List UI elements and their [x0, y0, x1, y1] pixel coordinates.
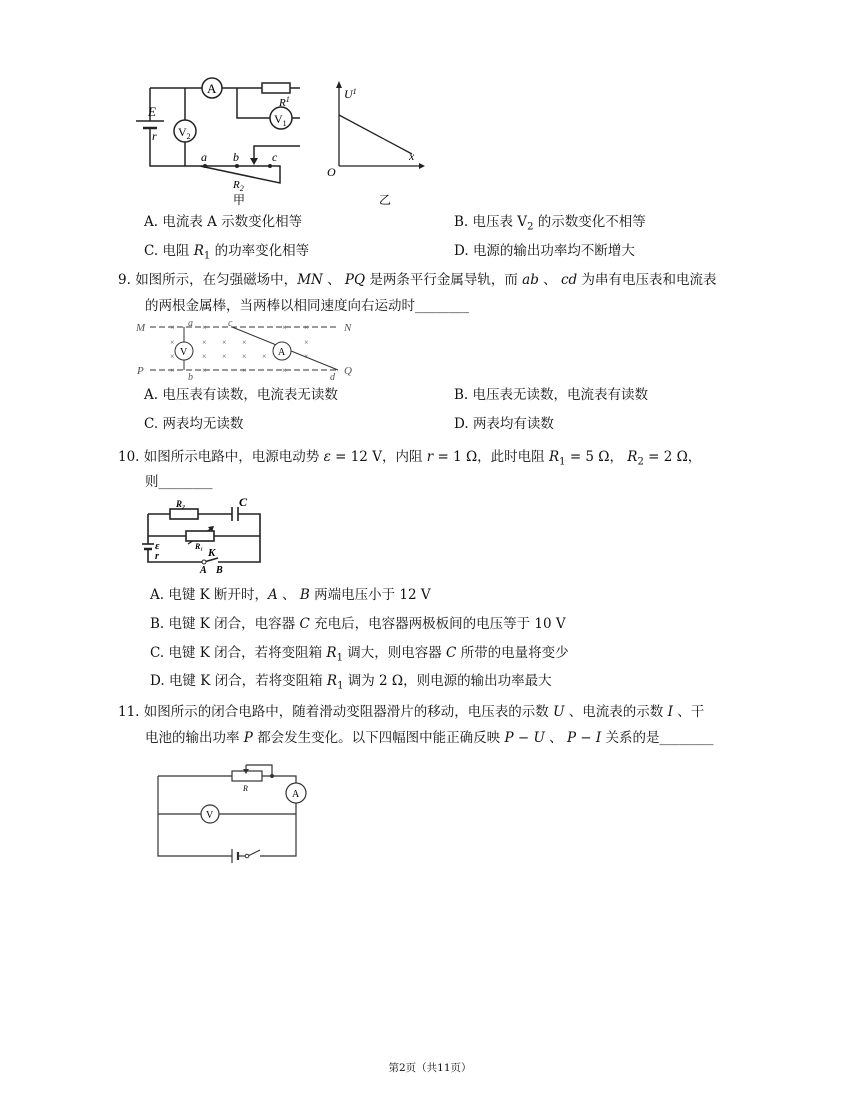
q8-jia-ammeter-label: A	[207, 81, 217, 96]
q8-figure-jia	[130, 76, 300, 210]
q11-figure	[150, 756, 310, 864]
q9-stem-line1: 9. 如图所示，在匀强磁场中，MN 、 PQ 是两条平行金属导轨，而 ab 、 cd 为串有电压表和电流表	[118, 272, 717, 288]
q9-ammeter-label: A	[278, 347, 286, 358]
q8-option-a: A. 电流表 A 示数变化相等	[144, 214, 303, 230]
svg-text:×: ×	[242, 338, 247, 347]
q11-stem-line1: 11. 如图所示的闭合电路中，随着滑动变阻器滑片的移动，电压表的示数 U 、电流表的示数 I 、干	[118, 704, 705, 720]
q9-option-d: D. 两表均有读数	[454, 416, 554, 432]
svg-text:×: ×	[202, 338, 207, 347]
q8-yi-caption: 乙	[379, 193, 392, 207]
svg-text:×: ×	[170, 366, 175, 375]
q8-jia-emf-label: E	[148, 104, 156, 119]
q9-c-label: c	[228, 318, 233, 329]
svg-text:×: ×	[202, 323, 207, 332]
q8-jia-r2-label: $R_2$	[233, 179, 244, 193]
q11-voltmeter-label: V	[206, 810, 214, 821]
svg-text:×: ×	[222, 338, 227, 347]
q8-jia-caption: 甲	[233, 193, 246, 207]
svg-text:×: ×	[242, 352, 247, 361]
q10-stem-line1: 10. 如图所示电路中，电源电动势 ε = 12 V，内阻 r = 1 Ω，此时电阻 $R_1 = 5$ Ω， $R_2 = 2$ Ω，	[118, 449, 702, 468]
q9-q-label: Q	[344, 365, 352, 377]
svg-text:×: ×	[304, 323, 309, 332]
q10-option-b: B. 电键 K 闭合，电容器 C 充电后，电容器两极板间的电压等于 10 V	[150, 616, 566, 632]
q8-yi-y-label: $U^1$	[344, 87, 357, 101]
q8-yi-x-label: x	[409, 149, 415, 163]
q9-b-label: b	[188, 372, 193, 382]
svg-text:×: ×	[282, 366, 287, 375]
svg-text:×: ×	[170, 338, 175, 347]
q10-a-label: A	[200, 565, 207, 576]
page-footer: 第2页（共11页）	[388, 1062, 472, 1074]
q9-m-label: M	[136, 322, 146, 334]
q9-p-label: P	[137, 365, 144, 377]
q8-option-b: B. 电压表 $V_2$ 的示数变化不相等	[454, 214, 646, 233]
q8-option-c: C. 电阻 $R_1$ 的功率变化相等	[144, 243, 310, 262]
svg-text:×: ×	[222, 352, 227, 361]
q9-n-label: N	[344, 322, 352, 334]
q8-yi-origin-label: O	[327, 165, 336, 179]
q10-eps-label: ε	[155, 540, 160, 552]
q10-r1-label: R₁	[195, 542, 204, 551]
q10-option-a: A. 电键 K 断开时，A 、 B 两端电压小于 12 V	[150, 587, 431, 603]
q9-voltmeter-label: V	[180, 347, 188, 358]
q9-stem-line2: 的两根金属棒，当两棒以相同速度向右运动时________	[145, 298, 469, 314]
svg-text:×: ×	[282, 323, 287, 332]
svg-text:×: ×	[202, 352, 207, 361]
svg-text:×: ×	[304, 352, 309, 361]
q11-stem-line2: 电池的输出功率 P 都会发生变化。以下四幅图中能正确反映 P − U 、 P − I 关系的是________	[145, 730, 714, 746]
svg-text:×: ×	[170, 323, 175, 332]
q10-k-label: K	[208, 547, 216, 559]
q9-a-label: a	[188, 318, 193, 329]
q8-jia-v2-label: $V_2$	[178, 125, 191, 141]
q8-jia-c-label: c	[272, 150, 278, 164]
q10-c-label: C	[239, 496, 248, 509]
q9-option-a: A. 电压表有读数，电流表无读数	[144, 387, 338, 403]
q11-r-label: R	[243, 784, 248, 793]
q9-option-b: B. 电压表无读数，电流表有读数	[454, 387, 649, 403]
q8-jia-b-label: b	[233, 150, 239, 164]
q8-jia-r-label: r	[152, 129, 157, 143]
q8-option-d: D. 电源的输出功率均不断增大	[454, 243, 635, 259]
svg-text:×: ×	[202, 366, 207, 375]
q9-d-label: d	[330, 372, 335, 382]
q10-option-d: D. 电键 K 闭合，若将变阻箱 $R_1$ 调为 2 Ω，则电源的输出功率最大	[150, 673, 552, 692]
svg-text:×: ×	[304, 338, 309, 347]
q10-r2-label: R₂	[176, 499, 186, 509]
q9-option-c: C. 两表均无读数	[144, 416, 244, 432]
q9-figure	[134, 318, 364, 382]
q10-r-label: r	[155, 551, 159, 562]
svg-text:×: ×	[262, 352, 267, 361]
svg-text:×: ×	[242, 366, 247, 375]
q10-stem-line2: 则________	[145, 474, 213, 490]
svg-text:×: ×	[170, 352, 175, 361]
q8-figure-yi	[322, 80, 427, 210]
q8-jia-r1-label: $R^1$	[279, 95, 290, 109]
q11-ammeter-label: A	[292, 789, 300, 800]
q10-option-c: C. 电键 K 闭合，若将变阻箱 $R_1$ 调大，则电容器 C 所带的电量将变少	[150, 645, 569, 664]
q10-figure	[140, 496, 270, 576]
q8-jia-a-label: a	[201, 150, 207, 164]
q8-jia-v1-label: $V_1$	[274, 112, 287, 128]
q10-b-label: B	[216, 565, 223, 576]
